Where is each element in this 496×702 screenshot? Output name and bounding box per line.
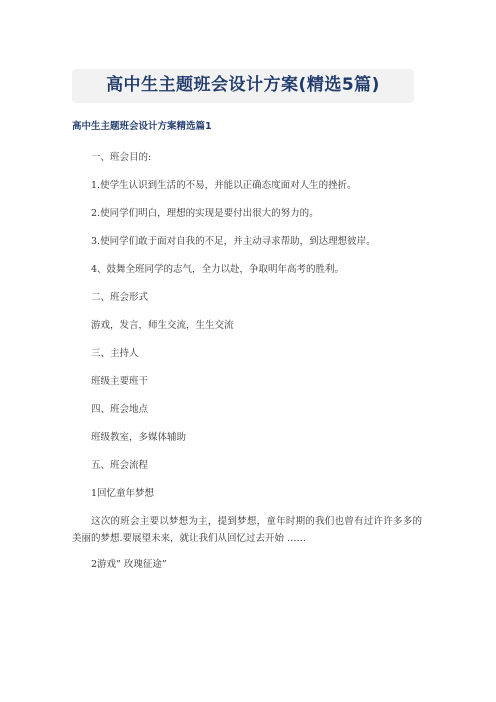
text-line: 四、班会地点 — [91, 404, 149, 415]
text-line: 三、主持人 — [91, 348, 139, 359]
document-title: 高中生主题班会设计方案(精选5篇) — [106, 75, 380, 95]
text-line: 二、班会形式 — [91, 292, 149, 303]
text-line: 2.使同学们明白，理想的实现是要付出很大的努力的。 — [91, 208, 319, 219]
text-line: 3.使同学们敢于面对自我的不足，并主动寻求帮助，到达理想彼岸。 — [91, 236, 376, 247]
text-line: 五、班会流程 — [91, 460, 149, 471]
text-line: 1回忆童年梦想 — [91, 488, 155, 499]
body-paragraph: 这次的班会主要以梦想为主，提到梦想，童年时期的我们也曾有过许许多多的美丽的梦想.要展望未来，就让我们从回忆过去开始 …… — [72, 516, 422, 544]
text-line: 4、鼓舞全班同学的志气，全力以赴，争取明年高考的胜利。 — [91, 264, 345, 275]
text-line: 班级主要班干 — [91, 376, 149, 387]
section-heading: 高中生主题班会设计方案精选篇1 — [72, 121, 212, 132]
text-line: 1.使学生认识到生活的不易，并能以正确态度面对人生的挫折。 — [91, 180, 357, 191]
text-line: 2游戏” 玫瑰征途” — [91, 559, 167, 570]
text-line: 班级教室，多媒体辅助 — [91, 432, 187, 443]
text-line: 游戏，发言，师生交流，生生交流 — [91, 320, 234, 331]
text-line: 一、班会目的: — [91, 152, 152, 163]
